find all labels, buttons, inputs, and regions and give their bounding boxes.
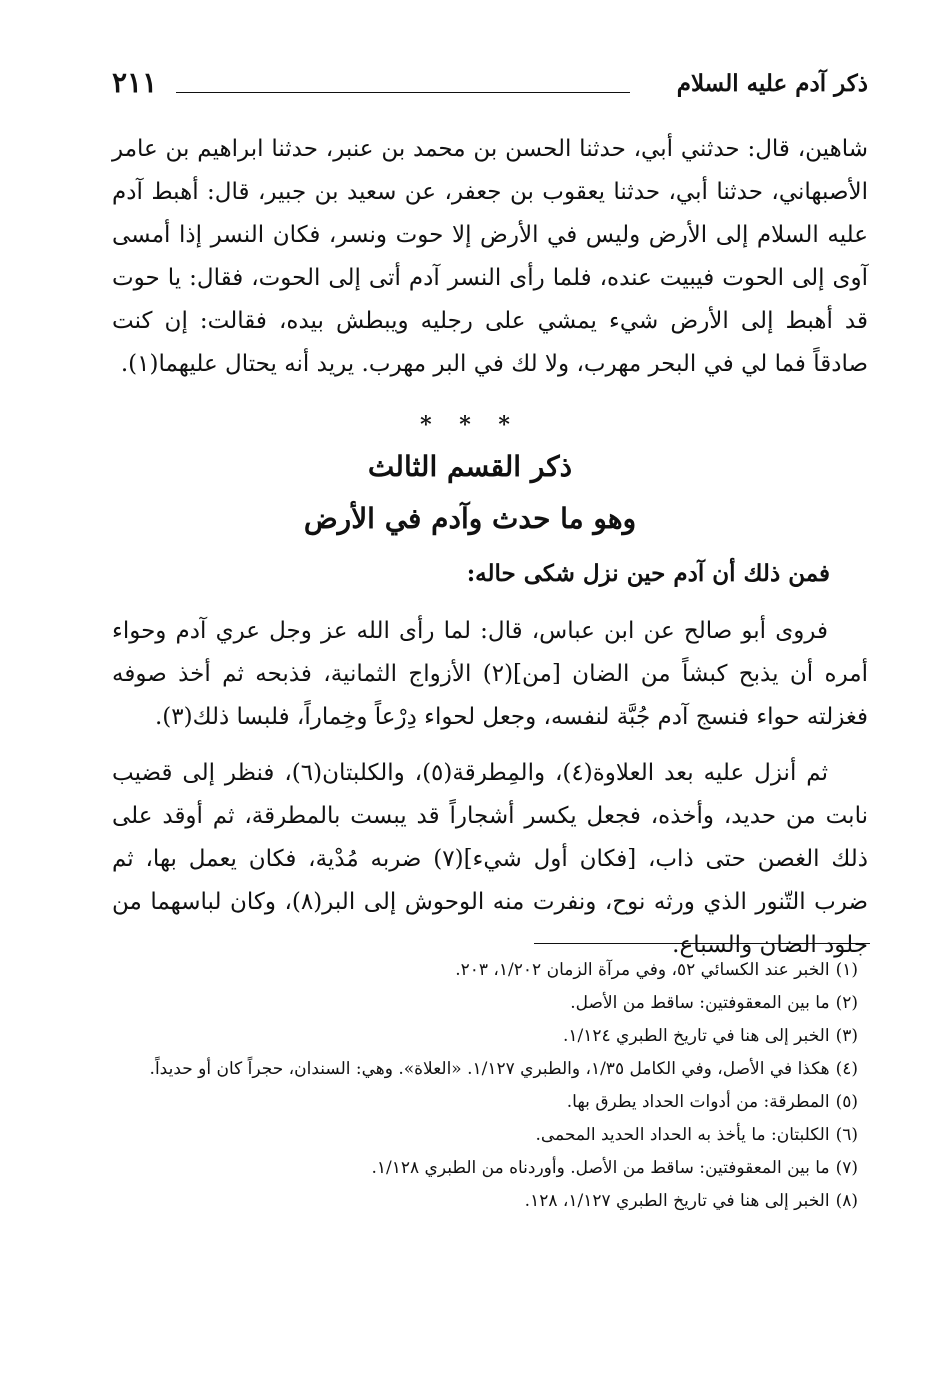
footnote-item: (٣)الخبر إلى هنا في تاريخ الطبري ١/١٢٤. xyxy=(562,1026,858,1046)
paragraph-3: ثم أنزل عليه بعد العلاوة(٤)، والمِطرقة(٥)، والكلبتان(٦)، فنظر إلى قضيب نابت من حديد، وأخذه، فجعل يكسر أشجاراً قد يبست بالمطرقة، ثم أوقد على ذلك الغصن حتى ذاب، [فكان أول شيء](٧) ضربه مُدْية، فكان يعمل بها، ثم ضرب التّنور الذي ورثه نوح، ونفرت منه الوحوش إلى البر(٨)، وكان لباسهما من جلود الضان والسباع. xyxy=(112,760,868,958)
footnotes-list xyxy=(112,955,868,1219)
section-subtitle: وهو ما حدث وآدم في الأرض xyxy=(303,502,637,535)
running-header xyxy=(112,66,868,106)
paragraph-2: فروى أبو صالح عن ابن عباس، قال: لما رأى الله عز وجل عري آدم وحواء أمره أن يذبح كبشاً من الضان [من](٢) الأزواج الثمانية، فذبحه ثم أخذ صوفه فغزلته حواء فنسج آدم جُبَّة لنفسه، وجعل لحواء دِرْعاً وخِماراً، فلبسا ذلك(٣). xyxy=(112,618,868,730)
section-heading: ذكر القسم الثالث xyxy=(367,450,573,483)
footnote-item: (٤)هكذا في الأصل، وفي الكامل ١/٣٥، والطبري ١/١٢٧. «العلاة». وهي: السندان، حجراً كان أو حديداً. xyxy=(149,1059,858,1079)
footnote-rule xyxy=(534,943,870,944)
running-title: ذكر آدم عليه السلام xyxy=(676,70,868,97)
body-section-1 xyxy=(112,128,868,386)
footnote-item: (٥)المطرقة: من أدوات الحداد يطرق بها. xyxy=(566,1092,858,1112)
footnote-item: (٢)ما بين المعقوفتين: ساقط من الأصل. xyxy=(570,993,858,1013)
page-number: ٢١١ xyxy=(112,66,158,99)
topic-heading: فمن ذلك أن آدم حين نزل شكى حاله: xyxy=(466,560,830,587)
footnote-item: (١)الخبر عند الكسائي ٥٢، وفي مرآة الزمان ١/٢٠٢، ٢٠٣. xyxy=(455,960,858,980)
footnote-item: (٨)الخبر إلى هنا في تاريخ الطبري ١/١٢٧، ١٢٨. xyxy=(524,1191,858,1211)
header-rule xyxy=(176,92,630,93)
footnote-item: (٦)الكلبتان: ما يأخذ به الحداد الحديد المحمى. xyxy=(535,1125,858,1145)
footnote-item: (٧)ما بين المعقوفتين: ساقط من الأصل. وأوردناه من الطبري ١/١٢٨. xyxy=(371,1158,858,1178)
paragraph-1: شاهين، قال: حدثني أبي، حدثنا الحسن بن محمد بن عنبر، حدثنا ابراهيم بن عامر الأصبهاني، حدثنا أبي، حدثنا يعقوب بن جعفر، عن سعيد بن جبير، قال: أهبط آدم عليه السلام إلى الأرض وليس في الأرض إلا حوت ونسر، فكان النسر إذا أمسى آوى إلى الحوت فيبيت عنده، فلما رأى النسر آدم أتى إلى الحوت، فقال: يا حوت قد أهبط إلى الأرض شيء يمشي على رجليه ويبطش بيده، فقالت: إن كنت صادقاً فما لي في البحر مهرب، ولا لك في البر مهرب. يريد أنه يحتال عليهما(١). xyxy=(112,136,868,377)
body-section-3 xyxy=(112,752,868,967)
body-section-2 xyxy=(112,610,868,739)
section-separator: * * * xyxy=(420,412,520,438)
